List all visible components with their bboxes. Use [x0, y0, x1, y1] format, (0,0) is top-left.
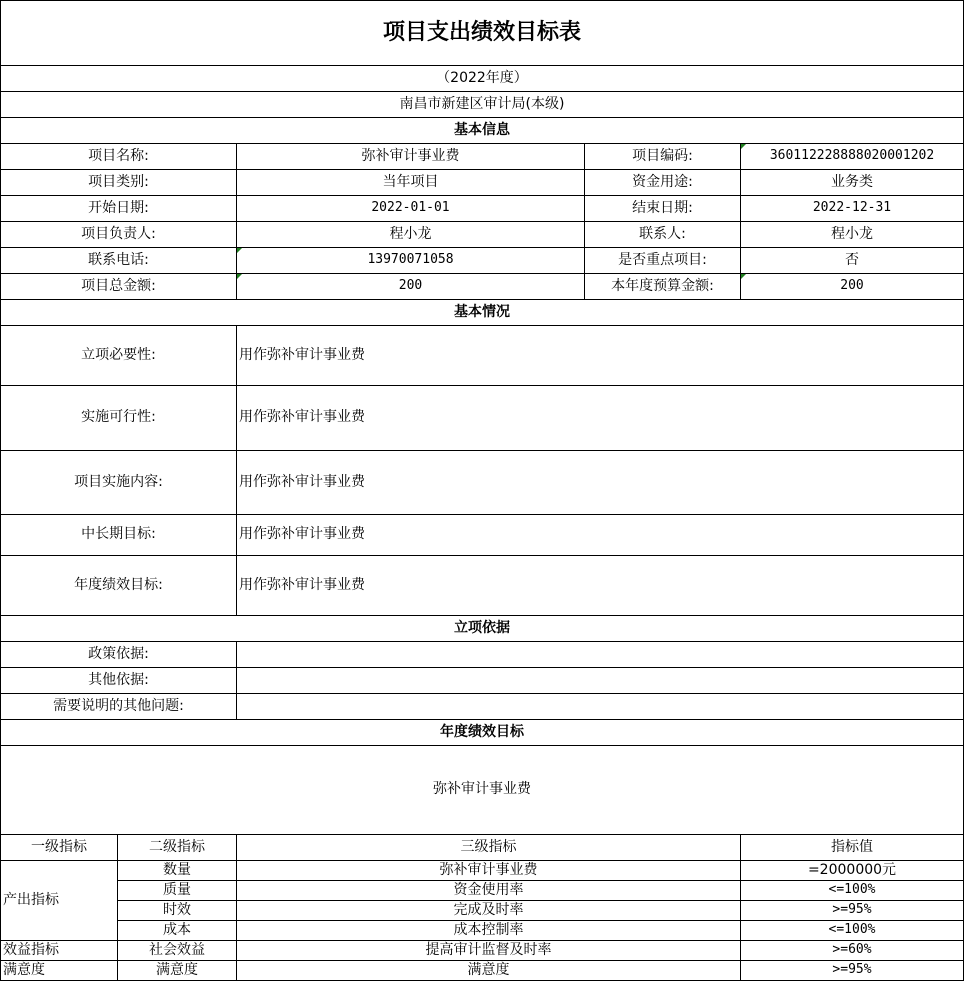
longterm-value: 用作弥补审计事业费 — [239, 526, 365, 543]
phone-label: 联系电话: — [88, 251, 149, 268]
indicator-level2: 时效 — [163, 901, 191, 918]
grid-line — [0, 940, 964, 941]
grid-line — [0, 641, 964, 642]
number-format-marker-icon — [741, 274, 746, 279]
grid-line — [0, 719, 964, 720]
contact-label: 联系人: — [639, 225, 686, 242]
indicator-header-value: 指标值 — [831, 838, 873, 855]
grid-line — [0, 299, 964, 300]
grid-line — [584, 143, 585, 300]
necessity-value: 用作弥补审计事业费 — [239, 346, 365, 363]
necessity-label: 立项必要性: — [81, 346, 156, 363]
key-project-value: 否 — [845, 251, 859, 268]
annual-budget-value: 200 — [840, 278, 864, 294]
grid-line — [0, 960, 964, 961]
project-type-label: 项目类别: — [88, 173, 149, 190]
notes-label: 需要说明的其他问题: — [53, 697, 184, 714]
grid-line — [0, 91, 964, 92]
indicator-header-level2: 二级指标 — [149, 838, 205, 855]
notes-value — [237, 694, 963, 719]
indicator-level2: 质量 — [163, 881, 191, 898]
contact-value: 程小龙 — [831, 225, 873, 242]
grid-line — [117, 920, 964, 921]
grid-line — [117, 880, 964, 881]
leader-label: 项目负责人: — [81, 225, 156, 242]
indicator-level3: 资金使用率 — [453, 881, 524, 898]
grid-line — [0, 450, 964, 451]
indicator-level2: 满意度 — [156, 961, 198, 978]
indicator-header-level3: 三级指标 — [460, 838, 517, 855]
grid-line — [0, 555, 964, 556]
policy-value — [237, 642, 963, 667]
project-type-value: 当年项目 — [382, 173, 439, 190]
start-date-value: 2022-01-01 — [371, 200, 450, 216]
grid-line — [117, 834, 118, 981]
grid-line — [0, 514, 964, 515]
grid-line — [0, 221, 964, 222]
grid-line — [0, 273, 964, 274]
annual-goal-label: 年度绩效目标: — [74, 576, 163, 593]
annual-target-text: 弥补审计事业费 — [433, 781, 531, 798]
grid-line — [0, 860, 964, 861]
indicator-level3: 提高审计监督及时率 — [425, 941, 552, 958]
total-amount-label: 项目总金额: — [81, 277, 156, 294]
indicator-value: >=60% — [832, 942, 872, 958]
grid-line — [0, 667, 964, 668]
grid-line — [0, 195, 964, 196]
content-label: 项目实施内容: — [74, 473, 163, 490]
indicator-level3: 满意度 — [467, 961, 510, 978]
feasibility-value: 用作弥补审计事业费 — [239, 409, 365, 426]
indicator-level2: 社会效益 — [149, 941, 205, 958]
grid-line — [0, 117, 964, 118]
content-value: 用作弥补审计事业费 — [239, 473, 365, 490]
section-basis: 立项依据 — [454, 619, 510, 636]
project-name-label: 项目名称: — [88, 147, 149, 164]
total-amount-value: 200 — [398, 278, 423, 294]
grid-line — [0, 0, 964, 1]
grid-line — [0, 834, 964, 835]
indicator-header-level1: 一级指标 — [31, 838, 87, 855]
indicator-level3: 弥补审计事业费 — [439, 861, 538, 878]
other-basis-value — [237, 668, 963, 693]
indicator-level1-benefit: 效益指标 — [3, 941, 59, 958]
number-format-marker-icon — [237, 248, 242, 253]
other-basis-label: 其他依据: — [88, 671, 149, 688]
fund-use-label: 资金用途: — [632, 173, 693, 190]
phone-value: 13970071058 — [367, 252, 454, 268]
indicator-value: >=95% — [832, 902, 872, 918]
indicator-value: >=95% — [832, 962, 872, 978]
page-title: 项目支出绩效目标表 — [382, 19, 581, 45]
project-code-value: 360112228888020001202 — [769, 148, 935, 164]
grid-line — [0, 143, 964, 144]
year-row: （2022年度） — [436, 69, 528, 86]
grid-line — [117, 900, 964, 901]
indicator-value: <=100% — [828, 922, 876, 938]
grid-line — [0, 745, 964, 746]
section-basic-info: 基本信息 — [454, 121, 510, 138]
grid-line — [740, 834, 741, 981]
number-format-marker-icon — [741, 144, 746, 149]
section-annual-target: 年度绩效目标 — [440, 723, 524, 740]
annual-goal-value: 用作弥补审计事业费 — [239, 576, 365, 593]
indicator-level1-output: 产出指标 — [3, 891, 59, 908]
indicator-level1-satisfaction: 满意度 — [3, 961, 45, 978]
indicator-level2: 成本 — [163, 921, 191, 938]
indicator-level2: 数量 — [163, 861, 191, 878]
indicator-level3: 成本控制率 — [453, 921, 524, 938]
end-date-value: 2022-12-31 — [812, 200, 892, 216]
indicator-value: <=100% — [828, 882, 876, 898]
number-format-marker-icon — [237, 274, 242, 279]
grid-line — [0, 65, 964, 66]
project-name-value: 弥补审计事业费 — [361, 147, 460, 164]
longterm-label: 中长期目标: — [81, 526, 156, 543]
grid-line — [236, 641, 237, 720]
start-date-label: 开始日期: — [88, 199, 149, 216]
indicator-level3: 完成及时率 — [453, 901, 524, 918]
project-code-label: 项目编码: — [632, 147, 693, 164]
section-basic-situation: 基本情况 — [454, 303, 510, 320]
feasibility-label: 实施可行性: — [81, 409, 156, 426]
grid-line — [0, 693, 964, 694]
unit-row: 南昌市新建区审计局(本级) — [399, 95, 565, 112]
indicator-value: =2000000元 — [807, 861, 897, 878]
fund-use-value: 业务类 — [831, 173, 873, 190]
grid-line — [0, 169, 964, 170]
grid-line — [236, 834, 237, 981]
end-date-label: 结束日期: — [632, 199, 693, 216]
policy-label: 政策依据: — [88, 645, 149, 662]
grid-line — [236, 325, 237, 616]
annual-budget-label: 本年度预算金额: — [611, 277, 714, 294]
key-project-label: 是否重点项目: — [618, 251, 707, 268]
grid-line — [0, 385, 964, 386]
grid-line — [0, 247, 964, 248]
leader-value: 程小龙 — [389, 225, 432, 242]
grid-line — [0, 615, 964, 616]
grid-line — [0, 325, 964, 326]
